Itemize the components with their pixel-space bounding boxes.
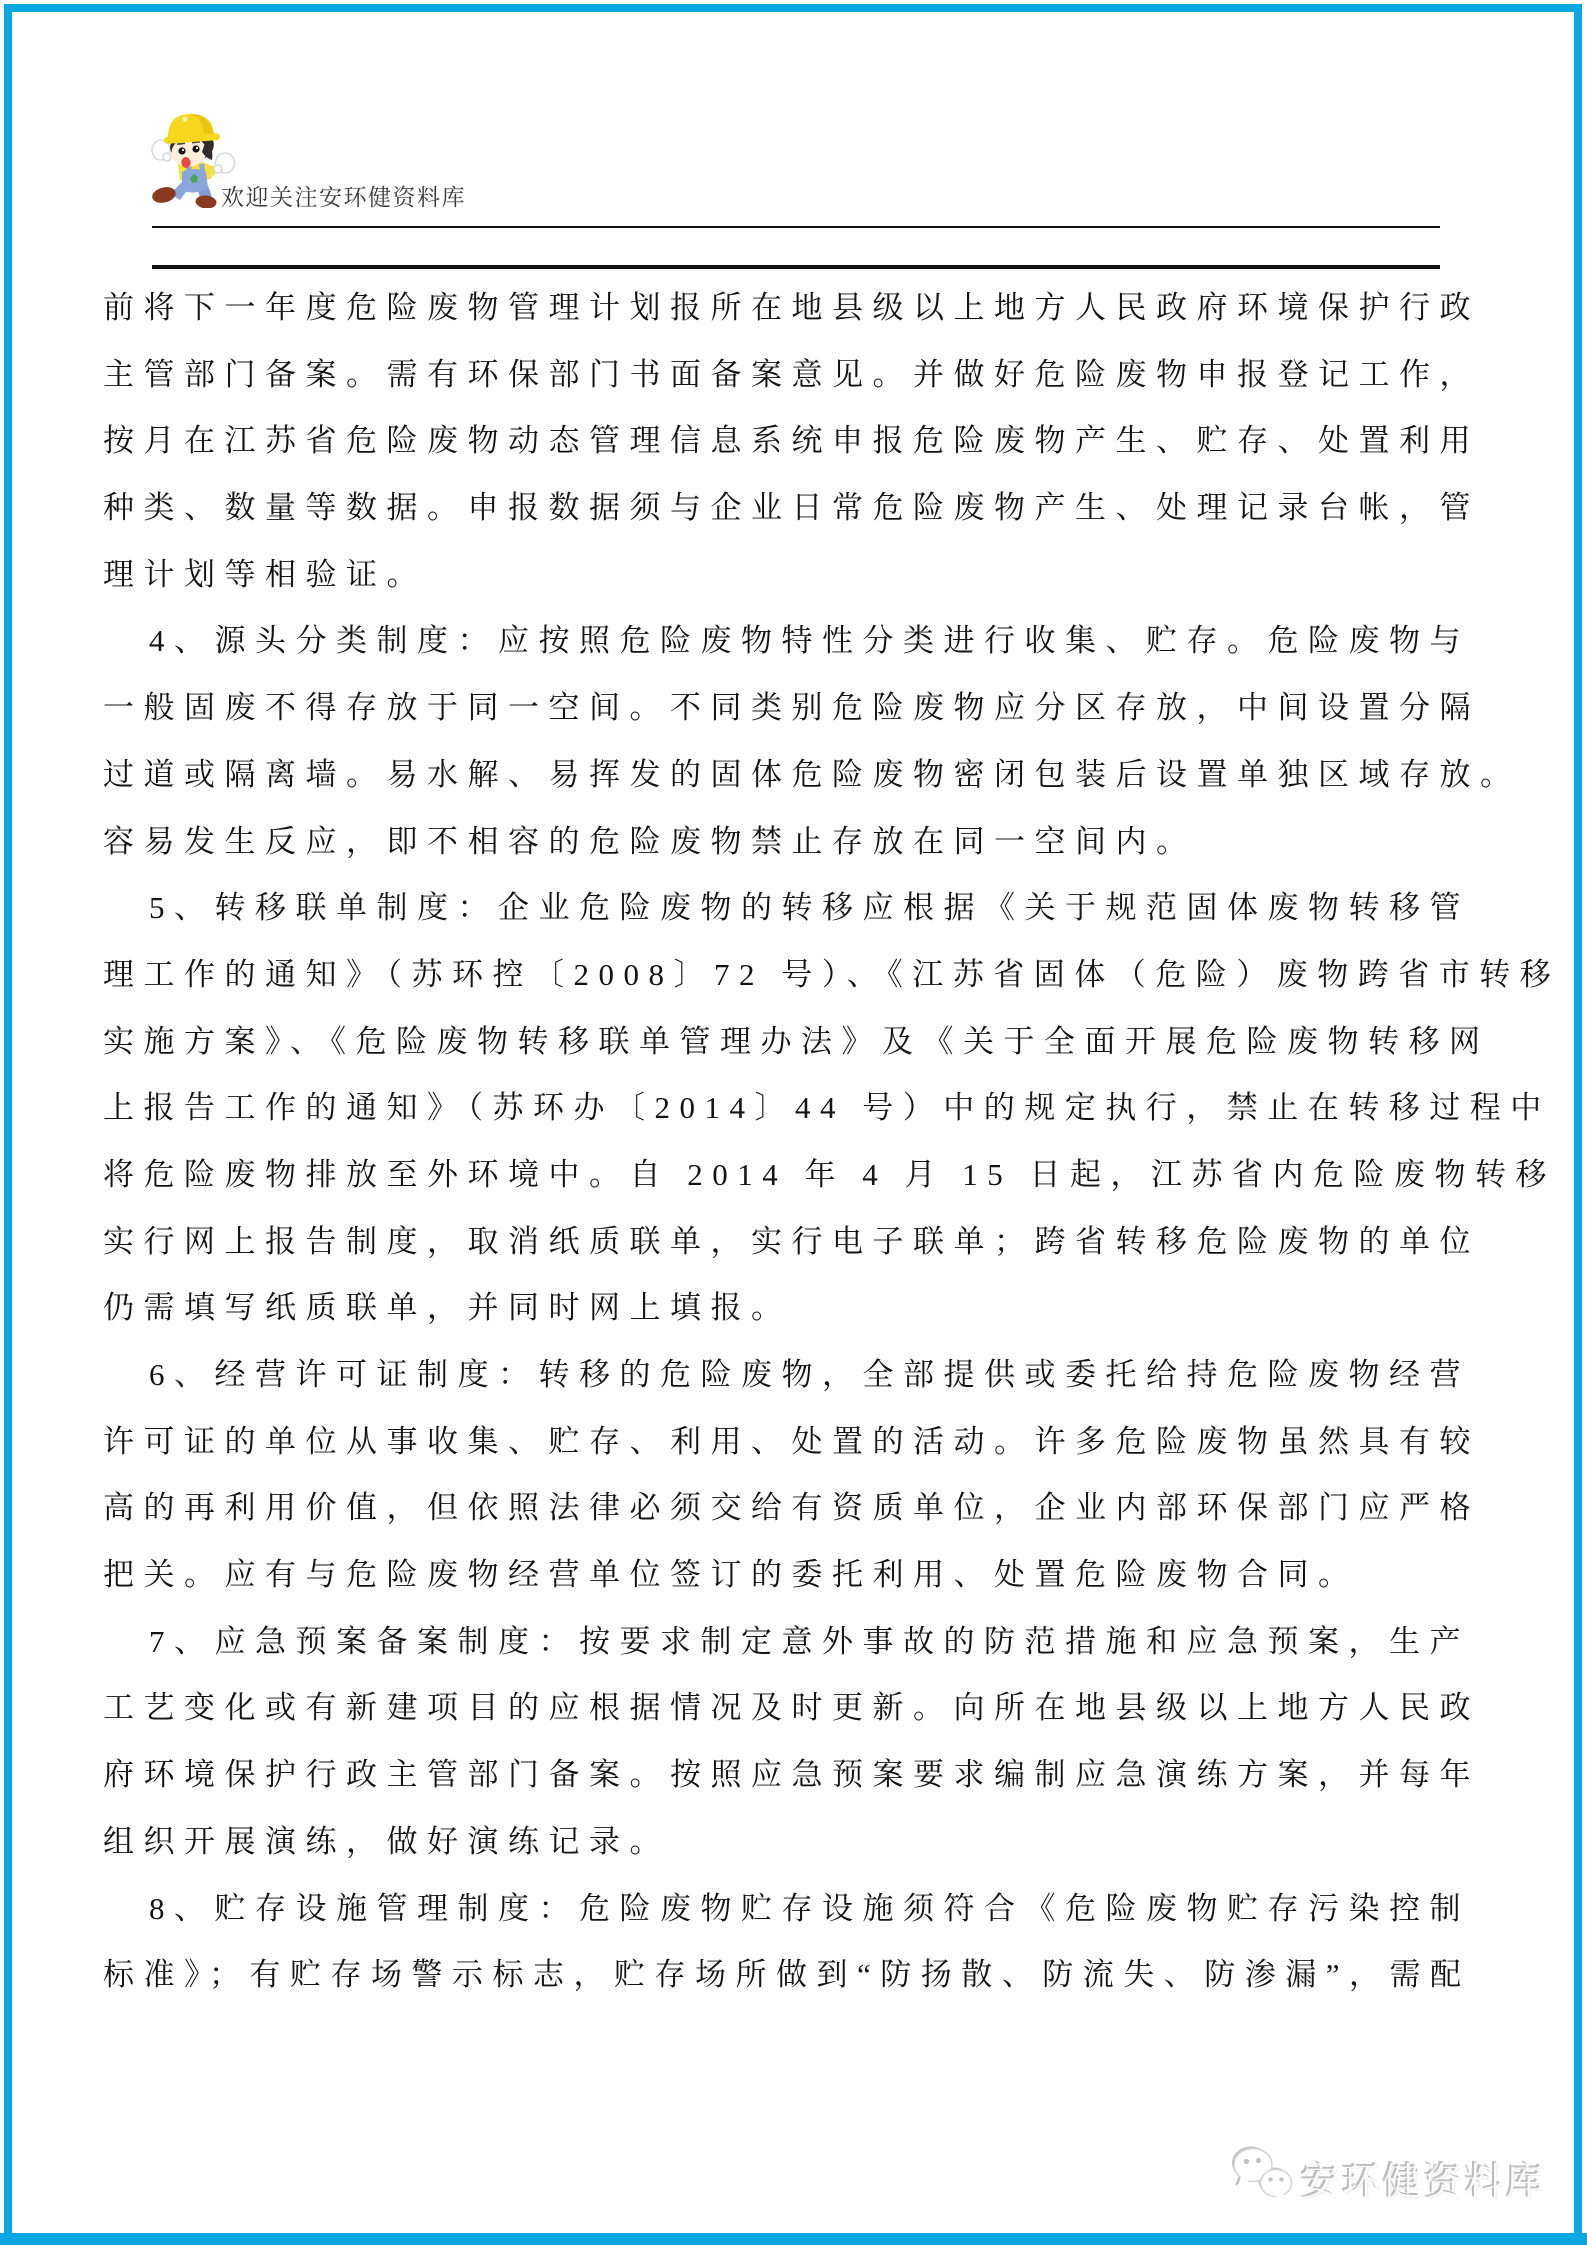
text-line: 主管部门备案。需有环保部门书面备案意见。并做好危险废物申报登记工作， bbox=[103, 356, 1480, 392]
text-line: 一般固废不得存放于同一空间。不同类别危险废物应分区存放，中间设置分隔 bbox=[103, 690, 1480, 726]
text-line: 4、源头分类制度：应按照危险废物特性分类进行收集、贮存。危险废物与 bbox=[149, 623, 1470, 659]
paragraph bbox=[103, 1876, 1493, 2009]
text-line: 5、转移联单制度：企业危险废物的转移应根据《关于规范固体废物转移管 bbox=[149, 890, 1470, 926]
text-line: 8、贮存设施管理制度：危险废物贮存设施须符合《危险废物贮存污染控制 bbox=[149, 1890, 1470, 1926]
text-line: 高的再利用价值，但依照法律必须交给有资质单位，企业内部环保部门应严格 bbox=[103, 1490, 1480, 1526]
page-border-bottom bbox=[0, 2233, 1587, 2245]
text-line: 标准》；有贮存场警示标志，贮存场所做到“防扬散、防流失、防渗漏”，需配 bbox=[103, 1957, 1471, 1993]
paragraph bbox=[103, 1342, 1493, 1609]
text-line: 理计划等相验证。 bbox=[103, 556, 427, 592]
text-line: 府环境保护行政主管部门备案。按照应急预案要求编制应急演练方案，并每年 bbox=[103, 1757, 1480, 1793]
document-body bbox=[103, 275, 1561, 2009]
text-line: 把关。应有与危险废物经营单位签订的委托利用、处置危险废物合同。 bbox=[103, 1557, 1359, 1593]
text-line: 将危险废物排放至外环境中。自 2014 年 4 月 15 日起，江苏省内危险废物转移 bbox=[103, 1156, 1556, 1192]
text-line: 种类、数量等数据。申报数据须与企业日常危险废物产生、处理记录台帐，管 bbox=[103, 490, 1480, 526]
header-brand-text: 欢迎关注安环健资料库 bbox=[221, 184, 466, 210]
text-line: 理工作的通知》（苏环控〔2008〕72 号）、《江苏省固体（危险）废物跨省市转移 bbox=[103, 956, 1561, 992]
paragraph bbox=[103, 1609, 1493, 1876]
paragraph bbox=[103, 275, 1493, 608]
text-line: 许可证的单位从事收集、贮存、利用、处置的活动。许多危险废物虽然具有较 bbox=[103, 1423, 1480, 1459]
text-line: 上报告工作的通知》（苏环办〔2014〕44 号）中的规定执行，禁止在转移过程中 bbox=[103, 1090, 1551, 1126]
text-line: 仍需填写纸质联单，并同时网上填报。 bbox=[103, 1290, 792, 1326]
text-line: 容易发生反应，即不相容的危险废物禁止存放在同一空间内。 bbox=[103, 823, 1197, 859]
paragraph bbox=[103, 875, 1561, 1342]
wechat-icon bbox=[1231, 2143, 1297, 2205]
text-line: 组织开展演练，做好演练记录。 bbox=[103, 1823, 670, 1859]
text-line: 前将下一年度危险废物管理计划报所在地县级以上地方人民政府环境保护行政 bbox=[103, 290, 1480, 325]
text-line: 按月在江苏省危险废物动态管理信息系统申报危险废物产生、贮存、处置利用 bbox=[103, 423, 1480, 459]
footer-brand-text: 安环健资料库 bbox=[1301, 2162, 1548, 2204]
text-line: 6、经营许可证制度：转移的危险废物，全部提供或委托给持危险废物经营 bbox=[149, 1357, 1470, 1392]
paragraph bbox=[103, 608, 1521, 875]
text-line: 工艺变化或有新建项目的应根据情况及时更新。向所在地县级以上地方人民政 bbox=[103, 1690, 1480, 1726]
header-rule-thick bbox=[152, 265, 1440, 269]
header-rule-thin bbox=[152, 226, 1440, 228]
text-line: 实施方案》、《危险废物转移联单管理办法》及《关于全面开展危险废物转移网 bbox=[103, 1023, 1490, 1059]
text-line: 7、应急预案备案制度：按要求制定意外事故的防范措施和应急预案，生产 bbox=[149, 1623, 1470, 1659]
text-line: 过道或隔离墙。易水解、易挥发的固体危险废物密闭包装后设置单独区域存放。 bbox=[103, 756, 1521, 792]
text-line: 实行网上报告制度，取消纸质联单，实行电子联单；跨省转移危险废物的单位 bbox=[103, 1223, 1480, 1259]
